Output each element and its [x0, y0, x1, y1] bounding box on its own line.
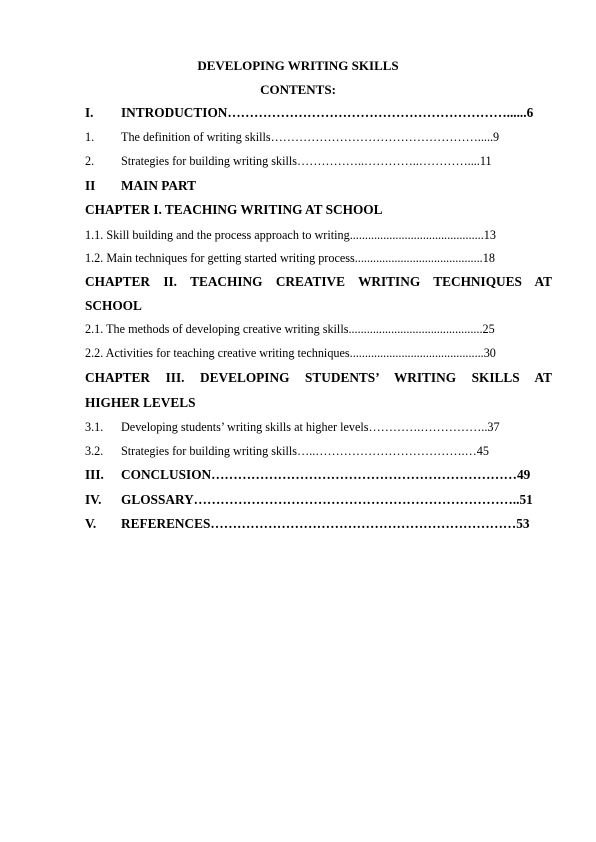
toc-entry-3-2 — [85, 440, 552, 462]
toc-chapter-2-heading-cont: SCHOOL — [85, 298, 142, 313]
toc-entry-main-part — [85, 175, 552, 197]
toc-entry-text: INTRODUCTION………………………………………………………......6 — [121, 105, 534, 120]
toc-entry-number: 1. — [85, 130, 95, 144]
toc-chapter-3-heading: CHAPTER III. DEVELOPING STUDENTS’ WRITING SKILLS AT — [85, 370, 552, 385]
toc-entry-text: CONCLUSION……………………………………………………………49 — [121, 467, 531, 482]
toc-entry-number: 2. — [85, 154, 95, 168]
toc-entry-text: The definition of writing skills…………………………………………….....9 — [121, 130, 500, 144]
toc-entry-introduction — [85, 102, 552, 124]
toc-chapter-3-heading-cont: HIGHER LEVELS — [85, 395, 196, 410]
toc-entry-strategies — [85, 150, 552, 172]
toc-entry-number: III. — [85, 467, 104, 482]
toc-entry-text: 2.1. The methods of developing creative writing skills............................................25 — [85, 322, 495, 336]
toc-entry-number: I. — [85, 105, 94, 120]
toc-chapter-1-heading: CHAPTER I. TEACHING WRITING AT SCHOOL — [85, 202, 383, 217]
toc-entry-text: Strategies for building writing skills…..……………………………….…45 — [121, 444, 489, 458]
toc-entry-1-2 — [85, 247, 552, 269]
toc-entry-references — [85, 513, 552, 535]
toc-chapter-2-heading: CHAPTER II. TEACHING CREATIVE WRITING TECHNIQUES AT — [85, 274, 552, 289]
toc-entry-text: MAIN PART — [121, 178, 196, 193]
toc-entry-text: 1.1. Skill building and the process approach to writing............................................13 — [85, 228, 496, 242]
document-title: DEVELOPING WRITING SKILLS — [197, 58, 399, 73]
toc-entry-conclusion — [85, 464, 552, 486]
toc-entry-2-2 — [85, 342, 552, 364]
toc-entry-number: II — [85, 178, 96, 193]
contents-heading: CONTENTS: — [260, 82, 336, 97]
toc-entry-glossary — [85, 489, 552, 511]
toc-entry-definition — [85, 126, 552, 148]
toc-entry-number: 3.2. — [85, 444, 104, 458]
toc-entry-number: 3.1. — [85, 420, 104, 434]
toc-entry-text: 1.2. Main techniques for getting started writing process..........................................18 — [85, 251, 495, 265]
toc-entry-text: Developing students’ writing skills at higher levels………….……………..37 — [121, 420, 500, 434]
toc-entry-1-1 — [85, 224, 552, 246]
toc-entry-text: GLOSSARY………………………………………………………………..51 — [121, 492, 533, 507]
toc-entry-2-1 — [85, 318, 552, 340]
toc-entry-text: 2.2. Activities for teaching creative writing techniques............................................30 — [85, 346, 496, 360]
toc-entry-text: Strategies for building writing skills……………..…………..…………....11 — [121, 154, 492, 168]
toc-entry-number: IV. — [85, 492, 102, 507]
toc-entry-3-1 — [85, 416, 552, 438]
toc-entry-text: REFERENCES……………………………………………………………53 — [121, 516, 530, 531]
toc-entry-number: V. — [85, 516, 97, 531]
